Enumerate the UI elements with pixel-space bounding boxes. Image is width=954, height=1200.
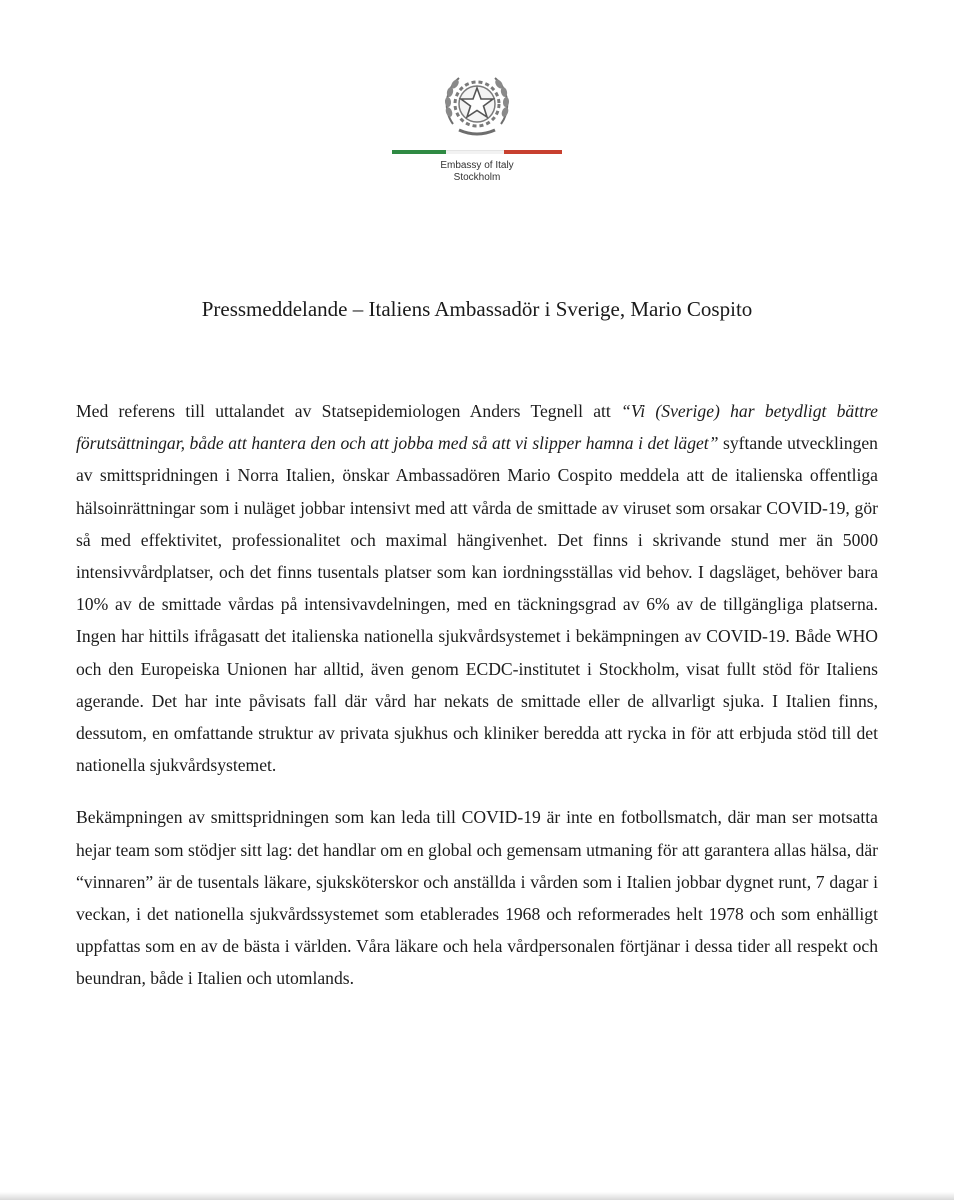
document-body [76, 395, 878, 995]
paragraph-1-rest: syftande utvecklingen av smittspridningen i Norra Italien, önskar Ambassadören Mario Cospito meddela att de italienska offentliga hälsoinrättningar som i nuläget jobbar intensivt med att vårda de smittade av viruset som orsakar COVID-19, gör så med effektivitet, professionalitet och maximal hängivenhet. Det finns i skrivande stund mer än 5000 intensivvårdplatser, och det finns tusentals platser som kan iordningsställas vid behov. I dagsläget, behöver bara 10% av de smittade vårdas på intensivavdelningen, med en täckningsgrad av 6% av de tillgängliga platserna. Ingen har hittils ifrågasatt det italienska nationella sjukvårdsystemet i bekämpningen av COVID-19. Både WHO och den Europeiska Unionen har alltid, även genom ECDC-institutet i Stockholm, visat fullt stöd för Italiens agerande. Det har inte påvisats fall där vård har nekats de smittade eller de allvarligt sjuka. I Italien finns, dessutom, en omfattande struktur av privata sjukhus och kliniker beredda att rycka in för att erbjuda stöd till det nationella sjukvårdsystemet. [76, 433, 878, 776]
page-title: Pressmeddelande – Italiens Ambassadör i Sverige, Mario Cospito [201, 297, 753, 321]
italian-flag-bar [392, 150, 562, 154]
page-bottom-edge [0, 1192, 954, 1200]
flag-white-segment [446, 150, 504, 154]
letterhead [0, 66, 954, 184]
flag-red-segment [504, 150, 562, 154]
embassy-name: Embassy of Italy [440, 160, 514, 171]
tegnell-quote: “Vi (Sverige) har betydligt bättre förutsättningar, både att hantera den och att jobba med så att vi slipper hamna i det läget” [76, 401, 878, 454]
embassy-city: Stockholm [453, 172, 501, 183]
flag-green-segment [392, 150, 446, 154]
paragraph-2: Bekämpningen av smittspridningen som kan leda till COVID-19 är inte en fotbollsmatch, där man ser motsatta hejar team som stödjer sitt lag: det handlar om en global och gemensam utmaning för att garantera allas hälsa, där “vinnaren” är de tusentals läkare, sjuksköterskor och anställda i vården som i Italien jobbar dygnet runt, 7 dagar i veckan, i det nationella sjukvårdssystemet som etablerades 1968 och reformerades helt 1978 och som enhälligt uppfattas som en av de bästa i världen. Våra läkare och hela vårdpersonalen förtjänar i dessa tider all respekt och beundran, både i Italien och utomlands. [76, 807, 878, 989]
italian-republic-emblem-icon [439, 66, 515, 142]
paragraph-1-intro: Med referens till uttalandet av Statsepidemiologen Anders Tegnell att [76, 401, 622, 421]
paragraph-1 [76, 395, 878, 781]
